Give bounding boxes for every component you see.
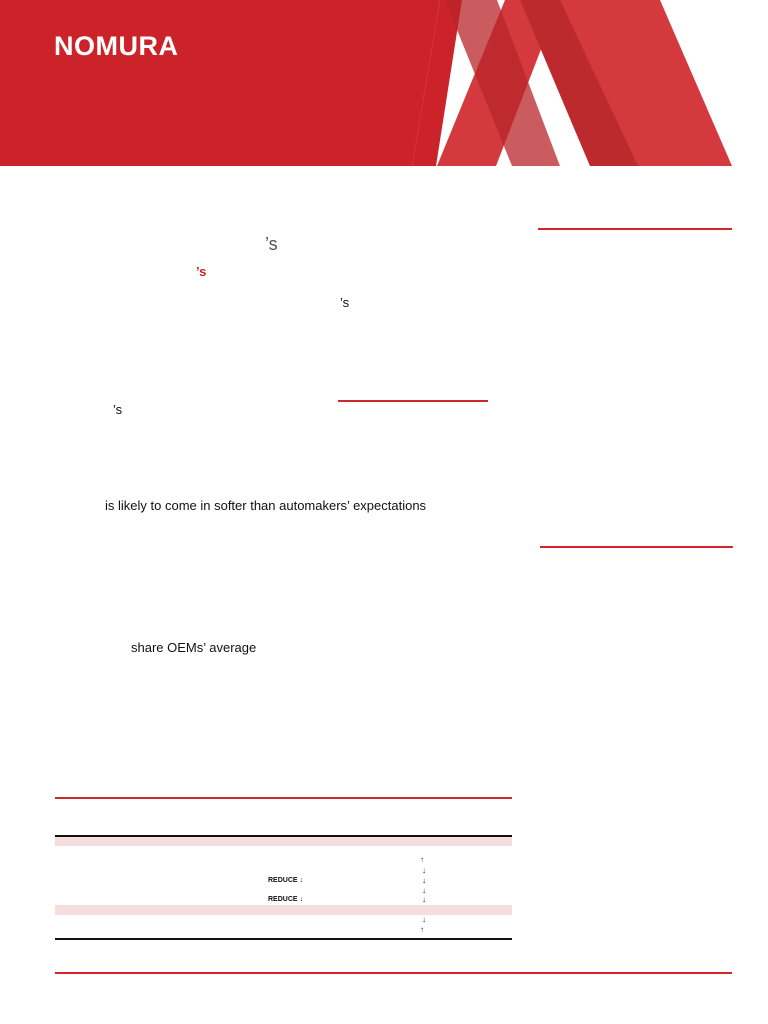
table-section-band: [55, 905, 512, 915]
table-row-arrow: ↓: [422, 915, 426, 924]
subtitle-apostrophe: ’s: [196, 264, 207, 279]
table-row-rating: REDUCE ↓: [268, 877, 304, 884]
table-row-arrow: ↓: [422, 866, 426, 875]
header-banner: [0, 0, 768, 166]
table-bottom-rule: [55, 938, 512, 940]
table-row-arrow: ↑: [420, 855, 424, 864]
title-apostrophe: ’s: [265, 234, 278, 254]
sidebar-rule-top: [538, 228, 732, 230]
header-red-block: [0, 0, 440, 166]
table-row-arrow: ↓: [422, 886, 426, 895]
footer-rule: [55, 972, 732, 974]
table-row-rating: REDUCE ↓: [268, 896, 304, 903]
nomura-logo: NOMURA: [54, 31, 179, 61]
body-apostrophe-1: ’s: [340, 295, 350, 310]
inline-rule: [338, 400, 488, 402]
sidebar-rule-middle: [540, 546, 733, 548]
table-row-arrow: ↓: [422, 895, 426, 904]
body-sentence-oems: share OEMs’ average: [131, 640, 257, 655]
body-sentence-automakers: is likely to come in softer than automakers’ expectations: [105, 498, 427, 513]
header-graphic: [0, 0, 768, 166]
body-apostrophe-2: ’s: [113, 402, 123, 417]
table-top-rule: [55, 797, 512, 799]
table-row-arrow: ↑: [420, 925, 424, 934]
table-section-band: [55, 837, 512, 846]
table-row-arrow: ↓: [422, 876, 426, 885]
